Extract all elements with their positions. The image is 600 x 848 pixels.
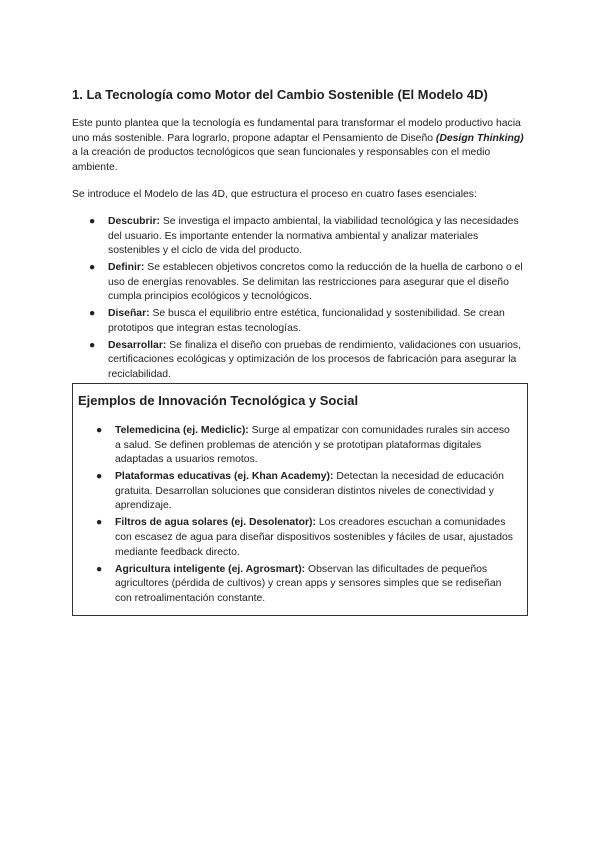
bullet-icon: ● [96, 563, 103, 575]
intro-paragraph [72, 117, 532, 175]
document-page [72, 86, 532, 385]
intro-emphasis: (Design Thinking) [435, 132, 524, 144]
examples-list [73, 424, 513, 609]
phase-description: Se establecen objetivos concretos como la reducción de la huella de carbono o el uso de energías renovables. Se delimitan las restricciones para asegurar que el diseño cumpla principios ecológicos y tecnológicos. [108, 262, 523, 303]
example-name: Telemedicina (ej. Mediclic): [115, 425, 249, 436]
intro-text-before: Este punto plantea que la tecnología es fundamental para transformar el modelo productivo hacia uno más sostenible. Para lograrlo, propone adaptar el Pensamiento de Diseño [72, 118, 521, 144]
example-description: Surge al empatizar con comunidades rurales sin acceso a salud. Se definen problemas de atención y se prototipan plataformas digitales adaptadas a usuarios remotos. [115, 425, 510, 466]
example-name: Filtros de agua solares (ej. Desolenator): [115, 517, 316, 529]
bullet-icon: ● [89, 262, 96, 274]
phase-name: Descubrir: [108, 215, 160, 227]
phases-list [72, 215, 532, 383]
example-description: Los creadores escuchan a comunidades con escasez de agua para diseñar dispositivos sostenibles y fáciles de usar, ajustados mediante feedback directo. [115, 517, 513, 558]
phase-description: Se busca el equilibrio entre estética, funcionalidad y sostenibilidad. Se crean prototipos que integran estas tecnologías. [108, 308, 505, 334]
phase-description: Se investiga el impacto ambiental, la viabilidad tecnológica y las necesidades del usuario. Es importante entender la normativa ambiental y analizar materiales sostenibles y el ciclo de vida del producto. [108, 215, 519, 257]
phase-name: Desarrollar: [108, 339, 167, 351]
list-item-telemedicina [73, 424, 513, 468]
list-item-plataformas [73, 470, 513, 514]
bullet-icon: ● [96, 517, 103, 529]
section-heading: 1. La Tecnología como Motor del Cambio Sostenible (El Modelo 4D) [72, 87, 488, 102]
bullet-icon: ● [96, 471, 103, 483]
bullet-icon: ● [89, 308, 96, 320]
bullet-icon: ● [89, 215, 96, 227]
model-intro-paragraph: Se introduce el Modelo de las 4D, que estructura el proceso en cuatro fases esenciales: [72, 189, 477, 201]
phase-description: Se finaliza el diseño con pruebas de rendimiento, validaciones con usuarios, certificaciones ecológicas y optimización de los procesos de fabricación para asegurar la reciclabilidad. [108, 339, 521, 381]
list-item-desarrollar [72, 339, 532, 383]
bullet-icon: ● [89, 339, 96, 351]
examples-heading: Ejemplos de Innovación Tecnológica y Social [78, 393, 359, 408]
list-item-filtros [73, 516, 513, 560]
example-name: Plataformas educativas (ej. Khan Academy): [115, 471, 334, 483]
list-item-disenar [72, 307, 532, 336]
phase-name: Diseñar: [108, 308, 150, 320]
intro-text-after: a la creación de productos tecnológicos que sean funcionales y responsables con el medio ambiente. [72, 147, 491, 173]
examples-box [72, 383, 528, 616]
bullet-icon: ● [96, 425, 103, 436]
phase-name: Definir: [108, 262, 145, 274]
example-name: Agricultura inteligente (ej. Agrosmart): [115, 563, 306, 575]
list-item-definir [72, 261, 532, 305]
example-description: Observan las dificultades de pequeños agricultores (pérdida de cultivos) y crean apps y sensores simples que se rediseñan con retroalimentación constante. [115, 563, 502, 604]
list-item-agricultura [73, 563, 513, 607]
example-description: Detectan la necesidad de educación gratuita. Desarrollan soluciones que consideran distintos niveles de conectividad y aprendizaje. [115, 471, 504, 512]
list-item-descubrir [72, 215, 532, 259]
